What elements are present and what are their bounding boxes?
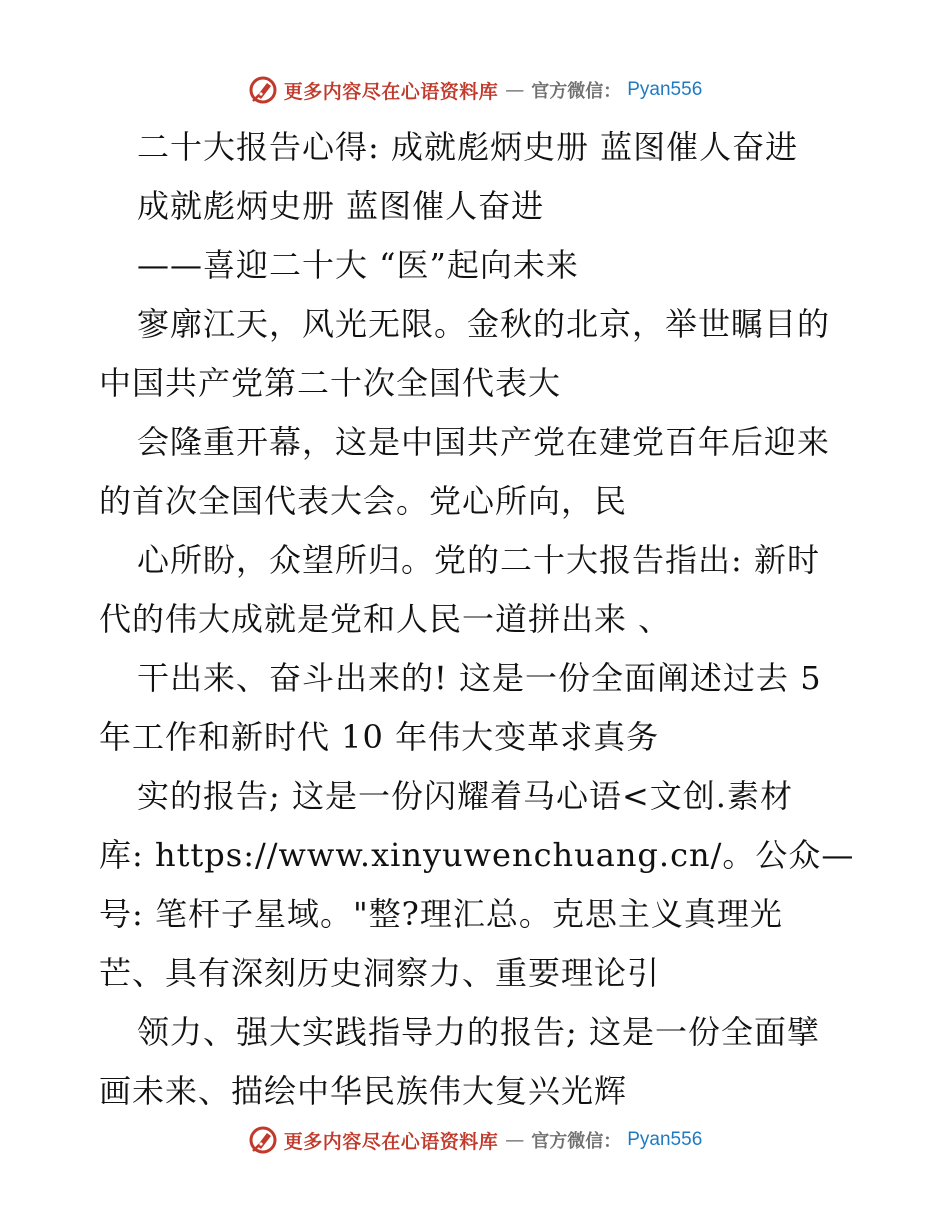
header-banner <box>0 72 950 108</box>
text-line: 领力、强大实践指导力的报告; 这是一份全面擘 <box>137 1013 820 1051</box>
text-line: ——喜迎二十大 “医”起向未来 <box>137 246 579 284</box>
text-line: 寥廓江天，风光无限。金秋的北京，举世瞩目的 <box>137 305 831 343</box>
banner-brand-text: 更多内容尽在心语资料库 <box>283 80 499 103</box>
document-body <box>99 118 859 1121</box>
pen-nib-logo-icon <box>248 1125 278 1155</box>
text-line: 心所盼，众望所归。党的二十大报告指出: 新时 <box>137 541 820 579</box>
text-line: 中国共产党第二十次全国代表大 <box>99 364 562 402</box>
banner-wechat-label: 官方微信： <box>531 81 622 102</box>
text-line: 的首次全国代表大会。党心所向，民 <box>99 482 628 520</box>
text-line: 实的报告; 这是一份闪耀着马心语<文创.素材 <box>137 777 793 815</box>
banner-separator: — <box>505 1129 525 1151</box>
text-line: 干出来、奋斗出来的! 这是一份全面阐述过去 5 <box>137 659 822 697</box>
text-line: 成就彪炳史册 蓝图催人奋进 <box>137 187 545 225</box>
text-line: 库: https://www.xinyuwenchuang.cn/。公众— <box>99 836 855 874</box>
text-line: 代的伟大成就是党和人民一道拼出来 、 <box>99 600 672 638</box>
footer-banner <box>0 1122 950 1158</box>
text-line: 二十大报告心得: 成就彪炳史册 蓝图催人奋进 <box>137 128 799 166</box>
banner-separator: — <box>505 79 525 101</box>
text-line: 芒、具有深刻历史洞察力、重要理论引 <box>99 954 661 992</box>
text-line: 年工作和新时代 10 年伟大变革求真务 <box>99 718 660 756</box>
text-line: 号: 笔杆子星域。"整?理汇总。克思主义真理光 <box>99 895 783 933</box>
text-line: 画未来、描绘中华民族伟大复兴光辉 <box>99 1072 628 1110</box>
text-line: 会隆重开幕，这是中国共产党在建党百年后迎来 <box>137 423 831 461</box>
pen-nib-logo-icon <box>248 75 278 105</box>
banner-wechat-id: Pyan556 <box>627 79 703 100</box>
banner-brand-text: 更多内容尽在心语资料库 <box>283 1130 499 1153</box>
banner-wechat-id: Pyan556 <box>627 1129 703 1150</box>
banner-wechat-label: 官方微信： <box>531 1131 622 1152</box>
